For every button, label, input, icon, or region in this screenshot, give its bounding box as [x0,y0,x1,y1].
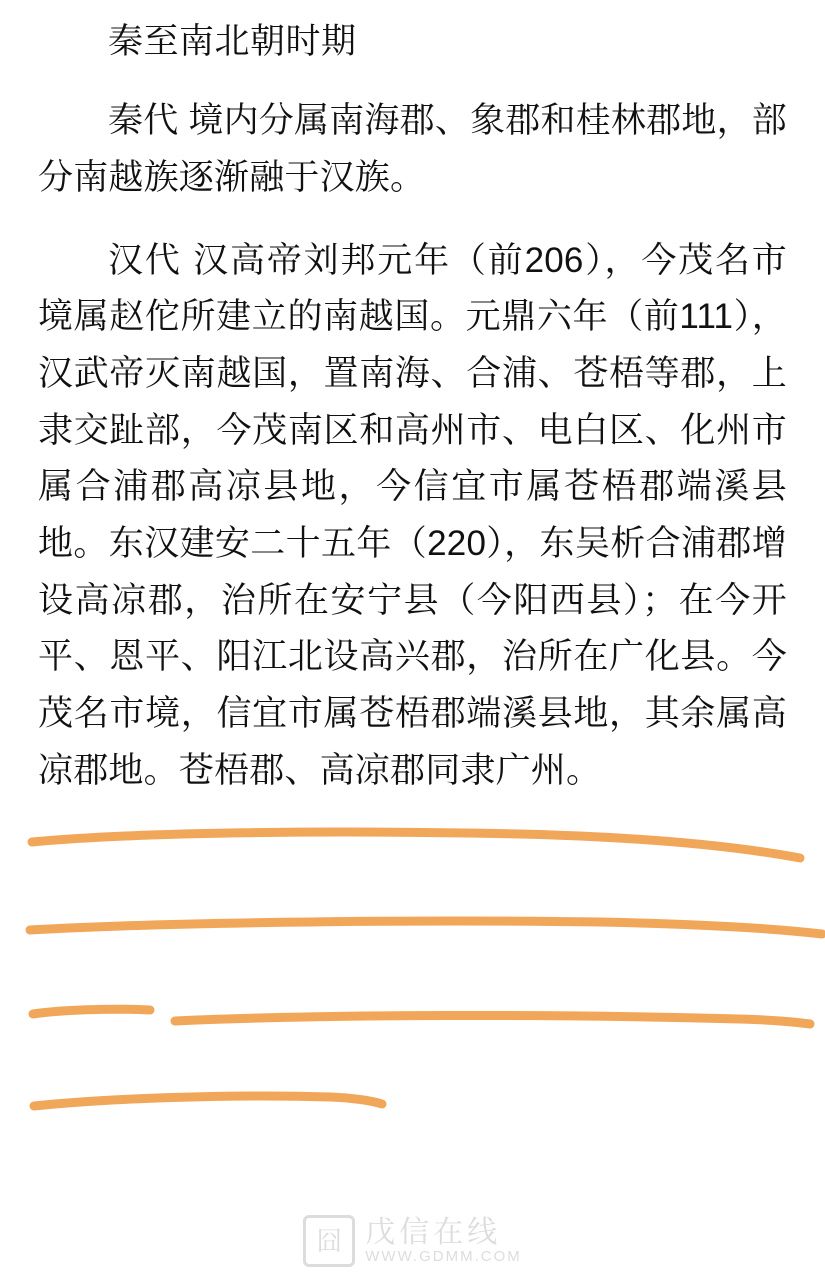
underline-stroke-3a [33,1009,150,1014]
paragraph-qin-dynasty: 秦代 境内分属南海郡、象郡和桂林郡地，部分南越族逐渐融于汉族。 [38,101,787,197]
paragraph-han-dynasty: 汉代 汉高帝刘邦元年（前206），今茂名市境属赵佗所建立的南越国。元鼎六年（前111），汉武帝灭南越国，置南海、合浦、苍梧等郡，上隶交趾部，今茂南区和高州市、电白区、化州市属合浦郡高凉县地，今信宜市属苍梧郡端溪县地。东汉建安二十五年（220），东吴析合浦郡增设高凉郡，治所在安宁县（今阳西县）；在今开平、恩平、阳江北设高兴郡，治所在广化县。今茂名市境，信宜市属苍梧郡端溪县地，其余属高凉郡地。苍梧郡、高凉郡同隶广州。 [38,240,787,790]
underline-stroke-4 [34,1096,382,1106]
underline-stroke-2 [30,921,822,934]
underline-stroke-3b [175,1015,810,1024]
watermark-title: 戊信在线 [365,1216,502,1250]
site-watermark [0,1206,825,1276]
watermark-logo-icon: 囧 [303,1215,355,1267]
watermark-text [365,1217,521,1264]
underline-stroke-1 [32,832,800,858]
section-heading: 秦至南北朝时期 [108,22,357,61]
watermark-url: WWW.GDMM.COM [365,1247,522,1265]
